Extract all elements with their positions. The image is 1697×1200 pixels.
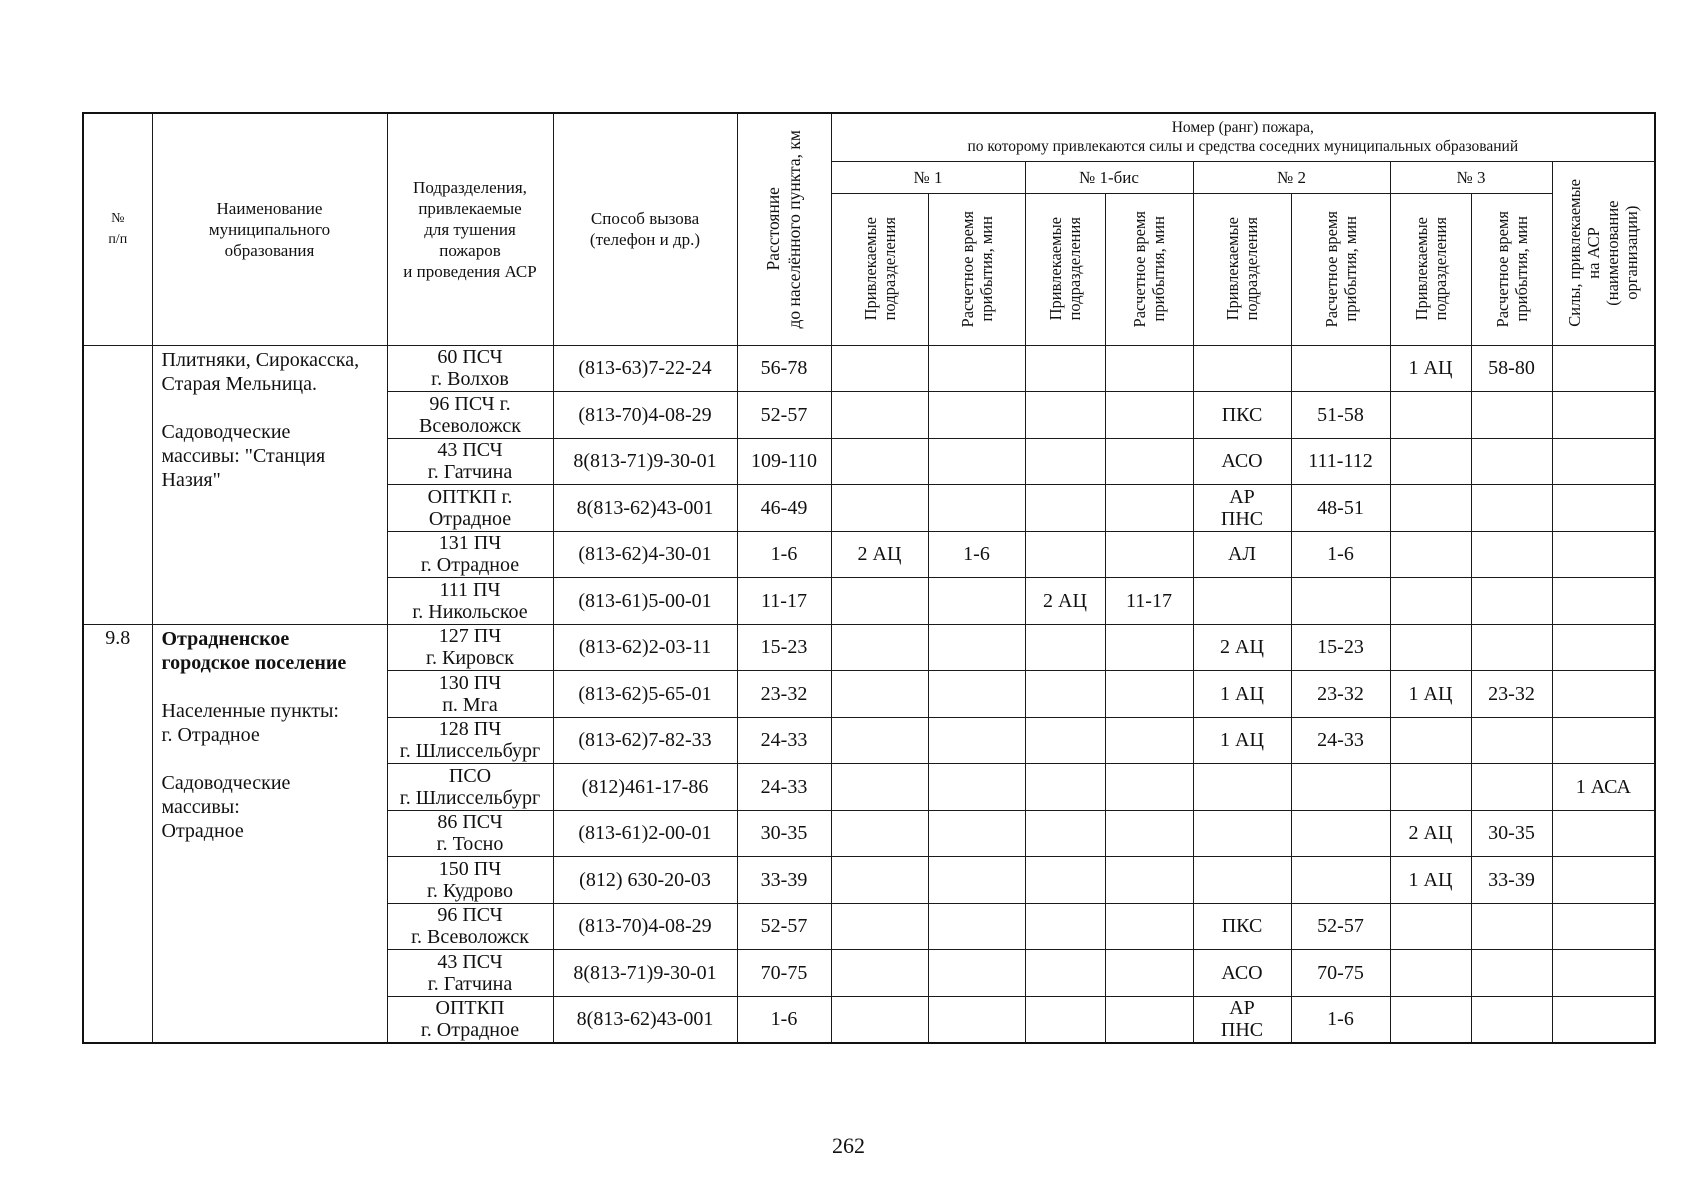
- rank3-units-cell: 1 АЦ: [1390, 857, 1471, 904]
- rank3-time-cell: 23-32: [1471, 671, 1552, 718]
- header-r1bis-time: Расчетное время прибытия, мин: [1105, 193, 1193, 345]
- distance-cell: 33-39: [737, 857, 831, 904]
- rank1bis-units-cell: [1025, 810, 1105, 857]
- rank3-time-cell: 30-35: [1471, 810, 1552, 857]
- rank2-time-cell: 23-32: [1291, 671, 1390, 718]
- rank1bis-units-cell: [1025, 903, 1105, 950]
- unit-cell: ПСО г. Шлиссельбург: [387, 764, 553, 811]
- municipality-cell: [152, 345, 387, 624]
- rank2-units-cell: ПКС: [1193, 903, 1291, 950]
- distance-cell: 46-49: [737, 485, 831, 532]
- rank3-time-cell: 58-80: [1471, 345, 1552, 392]
- rank1bis-time-cell: [1105, 764, 1193, 811]
- page-number: 262: [832, 1133, 865, 1158]
- rank1bis-units-cell: [1025, 624, 1105, 671]
- header-r2-units: Привлекаемые подразделения: [1193, 193, 1291, 345]
- distance-cell: 109-110: [737, 438, 831, 485]
- rank2-time-cell: [1291, 857, 1390, 904]
- unit-cell: 86 ПСЧ г. Тосно: [387, 810, 553, 857]
- rank1bis-time-cell: [1105, 950, 1193, 997]
- rank1-units-cell: [831, 438, 928, 485]
- rank2-time-cell: [1291, 345, 1390, 392]
- asr-cell: [1552, 345, 1655, 392]
- rank1bis-units-cell: [1025, 392, 1105, 439]
- rank1bis-units-cell: [1025, 671, 1105, 718]
- rank1-time-cell: [928, 810, 1025, 857]
- rank2-units-cell: АР ПНС: [1193, 485, 1291, 532]
- header-r1-time: Расчетное время прибытия, мин: [928, 193, 1025, 345]
- rank1-time-cell: [928, 671, 1025, 718]
- phone-cell: 8(813-62)43-001: [553, 485, 737, 532]
- rank1-units-cell: [831, 578, 928, 625]
- asr-cell: [1552, 950, 1655, 997]
- rank1bis-time-cell: [1105, 531, 1193, 578]
- header-r1-units: Привлекаемые подразделения: [831, 193, 928, 345]
- rank2-time-cell: 1-6: [1291, 531, 1390, 578]
- rank2-units-cell: [1193, 810, 1291, 857]
- rank3-units-cell: [1390, 392, 1471, 439]
- unit-cell: 111 ПЧ г. Никольское: [387, 578, 553, 625]
- rank2-time-cell: 24-33: [1291, 717, 1390, 764]
- rank1-time-cell: [928, 624, 1025, 671]
- unit-cell: 43 ПСЧ г. Гатчина: [387, 438, 553, 485]
- municipality-cell: [152, 624, 387, 1043]
- row-number-cell: 9.8: [83, 624, 152, 1043]
- rank1-time-cell: [928, 345, 1025, 392]
- rank1-units-cell: [831, 903, 928, 950]
- rank1-time-cell: [928, 857, 1025, 904]
- header-r1bis-units: Привлекаемые подразделения: [1025, 193, 1105, 345]
- distance-cell: 70-75: [737, 950, 831, 997]
- rank1bis-units-cell: [1025, 717, 1105, 764]
- rank3-time-cell: [1471, 903, 1552, 950]
- rank1bis-units-cell: 2 АЦ: [1025, 578, 1105, 625]
- phone-cell: (813-70)4-08-29: [553, 392, 737, 439]
- rank1-time-cell: [928, 764, 1025, 811]
- rank1bis-time-cell: [1105, 392, 1193, 439]
- rank1-time-cell: [928, 903, 1025, 950]
- header-rank-title: Номер (ранг) пожара, по которому привлекаются силы и средства соседних муниципальных образований: [831, 113, 1655, 161]
- rank1-units-cell: [831, 717, 928, 764]
- unit-cell: 128 ПЧ г. Шлиссельбург: [387, 717, 553, 764]
- rank3-time-cell: [1471, 438, 1552, 485]
- asr-cell: [1552, 392, 1655, 439]
- rank1-units-cell: [831, 671, 928, 718]
- rank1bis-units-cell: [1025, 950, 1105, 997]
- rank2-units-cell: 1 АЦ: [1193, 717, 1291, 764]
- rank1bis-time-cell: [1105, 717, 1193, 764]
- rank1-time-cell: [928, 438, 1025, 485]
- rank3-units-cell: [1390, 624, 1471, 671]
- phone-cell: (812)461-17-86: [553, 764, 737, 811]
- rank1-time-cell: 1-6: [928, 531, 1025, 578]
- rank3-units-cell: [1390, 438, 1471, 485]
- rank1-time-cell: [928, 950, 1025, 997]
- rank1-units-cell: [831, 764, 928, 811]
- header-r3-time: Расчетное время прибытия, мин: [1471, 193, 1552, 345]
- rank1bis-time-cell: [1105, 671, 1193, 718]
- header-rank-1bis: № 1-бис: [1025, 161, 1193, 193]
- rank2-time-cell: 48-51: [1291, 485, 1390, 532]
- rank2-units-cell: АЛ: [1193, 531, 1291, 578]
- rank2-time-cell: 70-75: [1291, 950, 1390, 997]
- fire-forces-table: [82, 112, 1656, 1044]
- rank2-units-cell: [1193, 764, 1291, 811]
- rank1bis-units-cell: [1025, 531, 1105, 578]
- rank1bis-time-cell: [1105, 810, 1193, 857]
- distance-cell: 1-6: [737, 531, 831, 578]
- rank1-units-cell: [831, 345, 928, 392]
- rank3-units-cell: [1390, 717, 1471, 764]
- rank1bis-units-cell: [1025, 857, 1105, 904]
- table-row: [83, 624, 1655, 671]
- municipality-text: Садоводческие массивы: Отрадное: [161, 771, 291, 842]
- unit-cell: ОПТКП г. Отрадное: [387, 485, 553, 532]
- asr-cell: [1552, 996, 1655, 1043]
- asr-cell: [1552, 578, 1655, 625]
- rank2-units-cell: [1193, 857, 1291, 904]
- asr-cell: [1552, 624, 1655, 671]
- phone-cell: (813-70)4-08-29: [553, 903, 737, 950]
- phone-cell: (813-62)7-82-33: [553, 717, 737, 764]
- header-units: Подразделения, привлекаемые для тушения пожаров и проведения АСР: [387, 113, 553, 345]
- header-r2-time: Расчетное время прибытия, мин: [1291, 193, 1390, 345]
- rank3-units-cell: [1390, 531, 1471, 578]
- rank3-time-cell: [1471, 717, 1552, 764]
- rank1bis-time-cell: 11-17: [1105, 578, 1193, 625]
- distance-cell: 23-32: [737, 671, 831, 718]
- rank2-units-cell: 1 АЦ: [1193, 671, 1291, 718]
- rank2-time-cell: [1291, 810, 1390, 857]
- rank3-time-cell: [1471, 950, 1552, 997]
- asr-cell: [1552, 903, 1655, 950]
- header-asr-forces: Силы, привлекаемые на АСР (наименование организации): [1552, 161, 1655, 345]
- distance-cell: 52-57: [737, 392, 831, 439]
- rank3-units-cell: 1 АЦ: [1390, 671, 1471, 718]
- distance-cell: 1-6: [737, 996, 831, 1043]
- rank3-time-cell: [1471, 392, 1552, 439]
- rank3-units-cell: 1 АЦ: [1390, 345, 1471, 392]
- header-rank-3: № 3: [1390, 161, 1552, 193]
- header-municipality: Наименование муниципального образования: [152, 113, 387, 345]
- distance-cell: 24-33: [737, 764, 831, 811]
- rank1-units-cell: [831, 485, 928, 532]
- rank1-time-cell: [928, 996, 1025, 1043]
- unit-cell: 96 ПСЧ г. Всеволожск: [387, 903, 553, 950]
- distance-cell: 11-17: [737, 578, 831, 625]
- asr-cell: [1552, 531, 1655, 578]
- rank1bis-units-cell: [1025, 485, 1105, 532]
- rank3-time-cell: [1471, 578, 1552, 625]
- asr-cell: [1552, 438, 1655, 485]
- distance-cell: 56-78: [737, 345, 831, 392]
- municipality-text: Плитняки, Сирокасска, Старая Мельница.: [161, 348, 360, 395]
- rank2-units-cell: ПКС: [1193, 392, 1291, 439]
- municipality-title: Отрадненское городское поселение: [161, 627, 347, 674]
- rank3-units-cell: [1390, 485, 1471, 532]
- rank1-time-cell: [928, 717, 1025, 764]
- rank1-units-cell: [831, 624, 928, 671]
- rank2-units-cell: [1193, 345, 1291, 392]
- asr-cell: 1 АСА: [1552, 764, 1655, 811]
- rank3-time-cell: [1471, 624, 1552, 671]
- rank1-units-cell: [831, 996, 928, 1043]
- unit-cell: 43 ПСЧ г. Гатчина: [387, 950, 553, 997]
- rank3-units-cell: [1390, 903, 1471, 950]
- unit-cell: 150 ПЧ г. Кудрово: [387, 857, 553, 904]
- rank1-time-cell: [928, 485, 1025, 532]
- header-rank-2: № 2: [1193, 161, 1390, 193]
- unit-cell: 96 ПСЧ г. Всеволожск: [387, 392, 553, 439]
- asr-cell: [1552, 485, 1655, 532]
- asr-cell: [1552, 717, 1655, 764]
- rank1bis-time-cell: [1105, 903, 1193, 950]
- rank2-time-cell: 1-6: [1291, 996, 1390, 1043]
- rank3-units-cell: [1390, 578, 1471, 625]
- distance-cell: 24-33: [737, 717, 831, 764]
- rank2-time-cell: 51-58: [1291, 392, 1390, 439]
- rank2-time-cell: 111-112: [1291, 438, 1390, 485]
- unit-cell: 130 ПЧ п. Мга: [387, 671, 553, 718]
- rank2-units-cell: АР ПНС: [1193, 996, 1291, 1043]
- rank1bis-time-cell: [1105, 438, 1193, 485]
- asr-cell: [1552, 810, 1655, 857]
- rank1-time-cell: [928, 392, 1025, 439]
- rank1bis-time-cell: [1105, 857, 1193, 904]
- rank2-units-cell: [1193, 578, 1291, 625]
- rank1-units-cell: 2 АЦ: [831, 531, 928, 578]
- phone-cell: 8(813-71)9-30-01: [553, 950, 737, 997]
- asr-cell: [1552, 857, 1655, 904]
- unit-cell: 60 ПСЧ г. Волхов: [387, 345, 553, 392]
- table-row: [83, 345, 1655, 392]
- unit-cell: 127 ПЧ г. Кировск: [387, 624, 553, 671]
- rank1bis-units-cell: [1025, 996, 1105, 1043]
- distance-cell: 15-23: [737, 624, 831, 671]
- distance-cell: 52-57: [737, 903, 831, 950]
- header-call-method: Способ вызова (телефон и др.): [553, 113, 737, 345]
- rank1bis-time-cell: [1105, 485, 1193, 532]
- phone-cell: (813-63)7-22-24: [553, 345, 737, 392]
- table-body: [83, 345, 1655, 1043]
- asr-cell: [1552, 671, 1655, 718]
- rank3-time-cell: [1471, 485, 1552, 532]
- rank1-time-cell: [928, 578, 1025, 625]
- phone-cell: (813-62)4-30-01: [553, 531, 737, 578]
- phone-cell: (813-61)5-00-01: [553, 578, 737, 625]
- header-r3-units: Привлекаемые подразделения: [1390, 193, 1471, 345]
- rank1bis-time-cell: [1105, 624, 1193, 671]
- unit-cell: 131 ПЧ г. Отрадное: [387, 531, 553, 578]
- phone-cell: 8(813-62)43-001: [553, 996, 737, 1043]
- row-number-cell: [83, 345, 152, 624]
- rank2-units-cell: АСО: [1193, 950, 1291, 997]
- rank1bis-units-cell: [1025, 764, 1105, 811]
- municipality-text: Населенные пункты: г. Отрадное: [161, 699, 339, 746]
- rank1bis-units-cell: [1025, 345, 1105, 392]
- rank2-time-cell: 52-57: [1291, 903, 1390, 950]
- rank3-time-cell: [1471, 996, 1552, 1043]
- municipality-text: Садоводческие массивы: "Станция Назия": [161, 420, 326, 491]
- rank1-units-cell: [831, 950, 928, 997]
- unit-cell: ОПТКП г. Отрадное: [387, 996, 553, 1043]
- phone-cell: (812) 630-20-03: [553, 857, 737, 904]
- rank2-units-cell: АСО: [1193, 438, 1291, 485]
- header-rank-1: № 1: [831, 161, 1025, 193]
- rank1bis-units-cell: [1025, 438, 1105, 485]
- rank1-units-cell: [831, 810, 928, 857]
- header-number: № п/п: [83, 113, 152, 345]
- rank3-units-cell: 2 АЦ: [1390, 810, 1471, 857]
- rank2-units-cell: 2 АЦ: [1193, 624, 1291, 671]
- phone-cell: (813-61)2-00-01: [553, 810, 737, 857]
- rank1-units-cell: [831, 857, 928, 904]
- rank3-units-cell: [1390, 764, 1471, 811]
- rank2-time-cell: [1291, 764, 1390, 811]
- rank1-units-cell: [831, 392, 928, 439]
- phone-cell: (813-62)5-65-01: [553, 671, 737, 718]
- rank1bis-time-cell: [1105, 345, 1193, 392]
- rank2-time-cell: 15-23: [1291, 624, 1390, 671]
- phone-cell: (813-62)2-03-11: [553, 624, 737, 671]
- rank3-units-cell: [1390, 996, 1471, 1043]
- header-distance: Расстояние до населённого пункта, км: [737, 113, 831, 345]
- distance-cell: 30-35: [737, 810, 831, 857]
- rank3-units-cell: [1390, 950, 1471, 997]
- rank1bis-time-cell: [1105, 996, 1193, 1043]
- rank3-time-cell: [1471, 764, 1552, 811]
- rank2-time-cell: [1291, 578, 1390, 625]
- phone-cell: 8(813-71)9-30-01: [553, 438, 737, 485]
- rank3-time-cell: 33-39: [1471, 857, 1552, 904]
- rank3-time-cell: [1471, 531, 1552, 578]
